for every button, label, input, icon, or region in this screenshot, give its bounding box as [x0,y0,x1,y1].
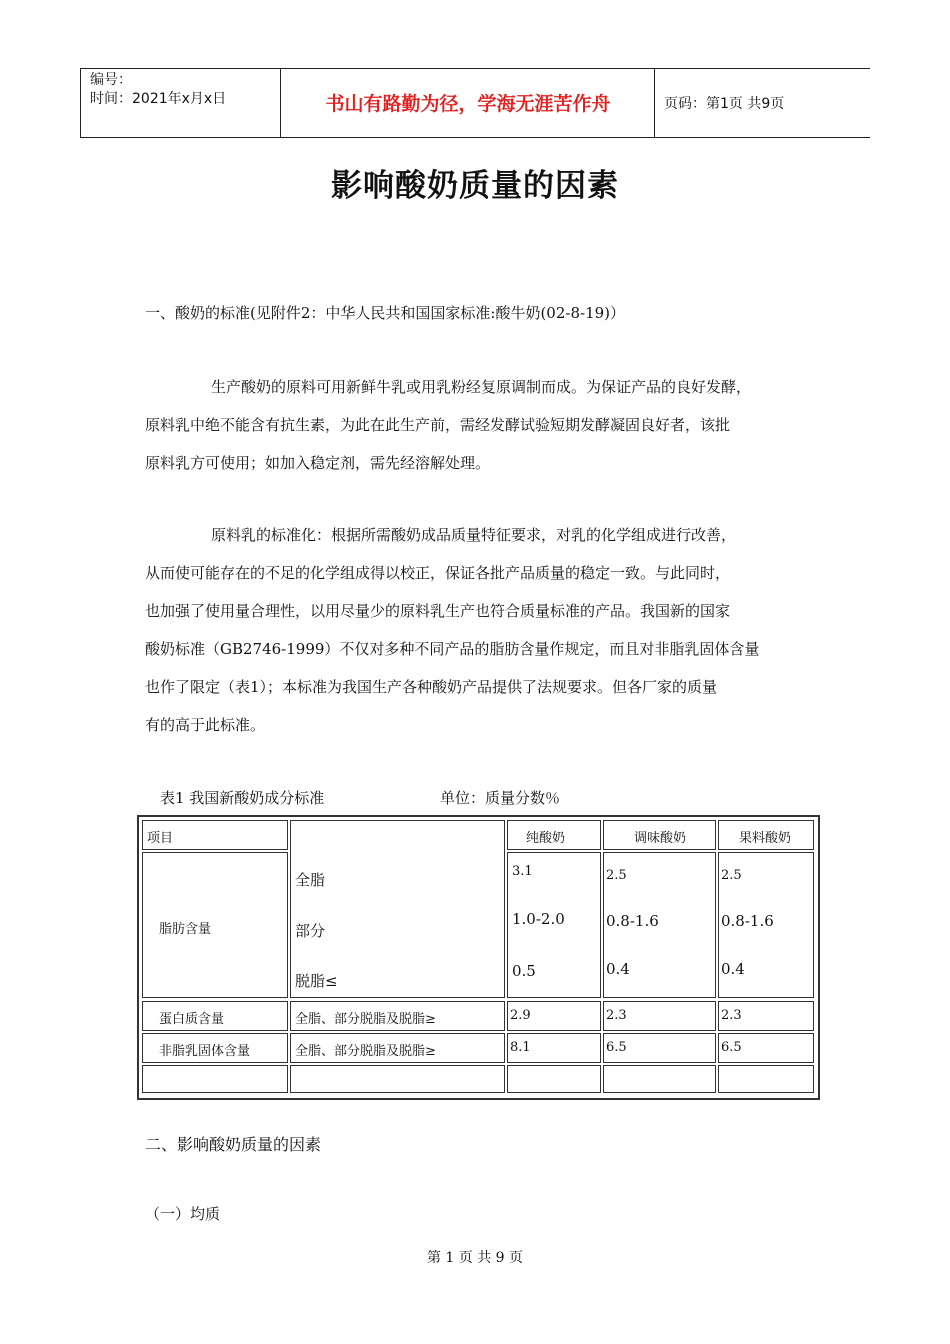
table-cell [142,852,288,998]
fat-plain-skim: 0.5 [512,962,536,980]
header-divider [80,69,81,137]
col-fruit-label: 果料酸奶 [739,831,792,846]
fat-content-label: 脂肪含量 [159,922,212,937]
protein-label: 蛋白质含量 [159,1012,225,1027]
page-footer: 第 1 页 共 9 页 [426,1250,524,1266]
fat-full-label: 全脂 [295,871,326,889]
table-empty-cell [718,1065,814,1093]
table-cell [603,1033,716,1063]
table-empty-cell [290,1065,505,1093]
col-plain-label: 纯酸奶 [526,831,566,846]
col-flavored-label: 调味酸奶 [634,831,687,846]
paragraph-line: 酸奶标准（GB2746-1999）不仅对多种不同产品的脂肪含量作规定，而且对非脂乳固体含量 [145,640,760,658]
fat-plain-partial: 1.0-2.0 [512,910,565,928]
fat-skim-label: 脱脂≤ [295,972,338,990]
header-divider [280,69,281,137]
fat-flavored-skim: 0.4 [606,960,630,978]
header-meta [90,71,226,109]
table-empty-cell [507,1065,601,1093]
table-header-cell [507,820,601,850]
time-label: 时间：2021年x月x日 [90,91,227,107]
fat-flavored-full: 2.5 [606,868,627,883]
table-cell [718,1001,814,1031]
header-divider [654,69,655,137]
snf-flavored: 6.5 [606,1040,627,1055]
paragraph-line: 原料乳中绝不能含有抗生素，为此在此生产前，需经发酵试验短期发酵凝固良好者，该批 [145,416,731,434]
table-header-cell [603,820,716,850]
header-motto: 书山有路勤为径，学海无涯苦作舟 [325,93,611,115]
fat-plain-full: 3.1 [512,864,533,879]
protein-fruit: 2.3 [721,1008,742,1023]
paragraph-line: 有的高于此标准。 [145,716,266,734]
section1-paragraph-2 [145,516,810,744]
fat-fruit-skim: 0.4 [721,960,745,978]
snf-fruit: 6.5 [721,1040,742,1055]
section1-heading: 一、酸奶的标准(见附件2：中华人民共和国国家标准:酸牛奶(02-8-19)） [145,304,626,322]
table-caption: 表1 我国新酸奶成分标准 [160,789,325,807]
protein-flavored: 2.3 [606,1008,627,1023]
header-page-info: 页码：第1页 共9页 [664,96,785,112]
section1-paragraph-1 [145,368,810,482]
table-cell [290,1001,505,1031]
fat-fruit-partial: 0.8-1.6 [721,912,774,930]
table-cell [290,1033,505,1063]
fat-flavored-partial: 0.8-1.6 [606,912,659,930]
paragraph-line: 也加强了使用量合理性，以用尽量少的原料乳生产也符合质量标准的产品。我国新的国家 [145,602,731,620]
paragraph-line: 也作了限定（表1）；本标准为我国生产各种酸奶产品提供了法规要求。但各厂家的质量 [145,678,718,696]
table-empty-cell [603,1065,716,1093]
protein-plain: 2.9 [510,1008,531,1023]
table-cell [507,1033,601,1063]
snf-label: 非脂乳固体含量 [159,1044,251,1059]
table-unit: 单位：质量分数％ [440,789,561,807]
table-empty-cell [142,1065,288,1093]
snf-desc: 全脂、部分脱脂及脱脂≥ [295,1044,436,1059]
table-cell [718,1033,814,1063]
table-cell [507,852,601,998]
composition-table [137,815,820,1100]
paragraph-line: 原料乳的标准化：根据所需酸奶成品质量特征要求，对乳的化学组成进行改善， [211,526,737,544]
table-header-cell [142,820,288,850]
table-cell [142,1001,288,1031]
paragraph-line: 原料乳方可使用；如加入稳定剂，需先经溶解处理。 [145,454,491,472]
section2-heading: 二、影响酸奶质量的因素 [145,1135,322,1154]
table-cell [603,1001,716,1031]
snf-plain: 8.1 [510,1040,531,1055]
page-title: 影响酸奶质量的因素 [331,168,619,204]
number-label: 编号： [90,72,132,88]
paragraph-line: 生产酸奶的原料可用新鲜牛乳或用乳粉经复原调制而成。为保证产品的良好发酵， [211,378,752,396]
section2-subheading: （一）均质 [145,1205,221,1223]
table-cell [142,1033,288,1063]
table-fat-type-cell [290,820,505,998]
table-header-cell [718,820,814,850]
table-cell [718,852,814,998]
table-cell [507,1001,601,1031]
fat-partial-label: 部分 [295,922,326,940]
document-header [80,68,870,138]
fat-fruit-full: 2.5 [721,868,742,883]
table-cell [603,852,716,998]
col-item-label: 项目 [147,831,174,846]
paragraph-line: 从而使可能存在的不足的化学组成得以校正，保证各批产品质量的稳定一致。与此同时， [145,564,731,582]
protein-desc: 全脂、部分脱脂及脱脂≥ [295,1012,436,1027]
